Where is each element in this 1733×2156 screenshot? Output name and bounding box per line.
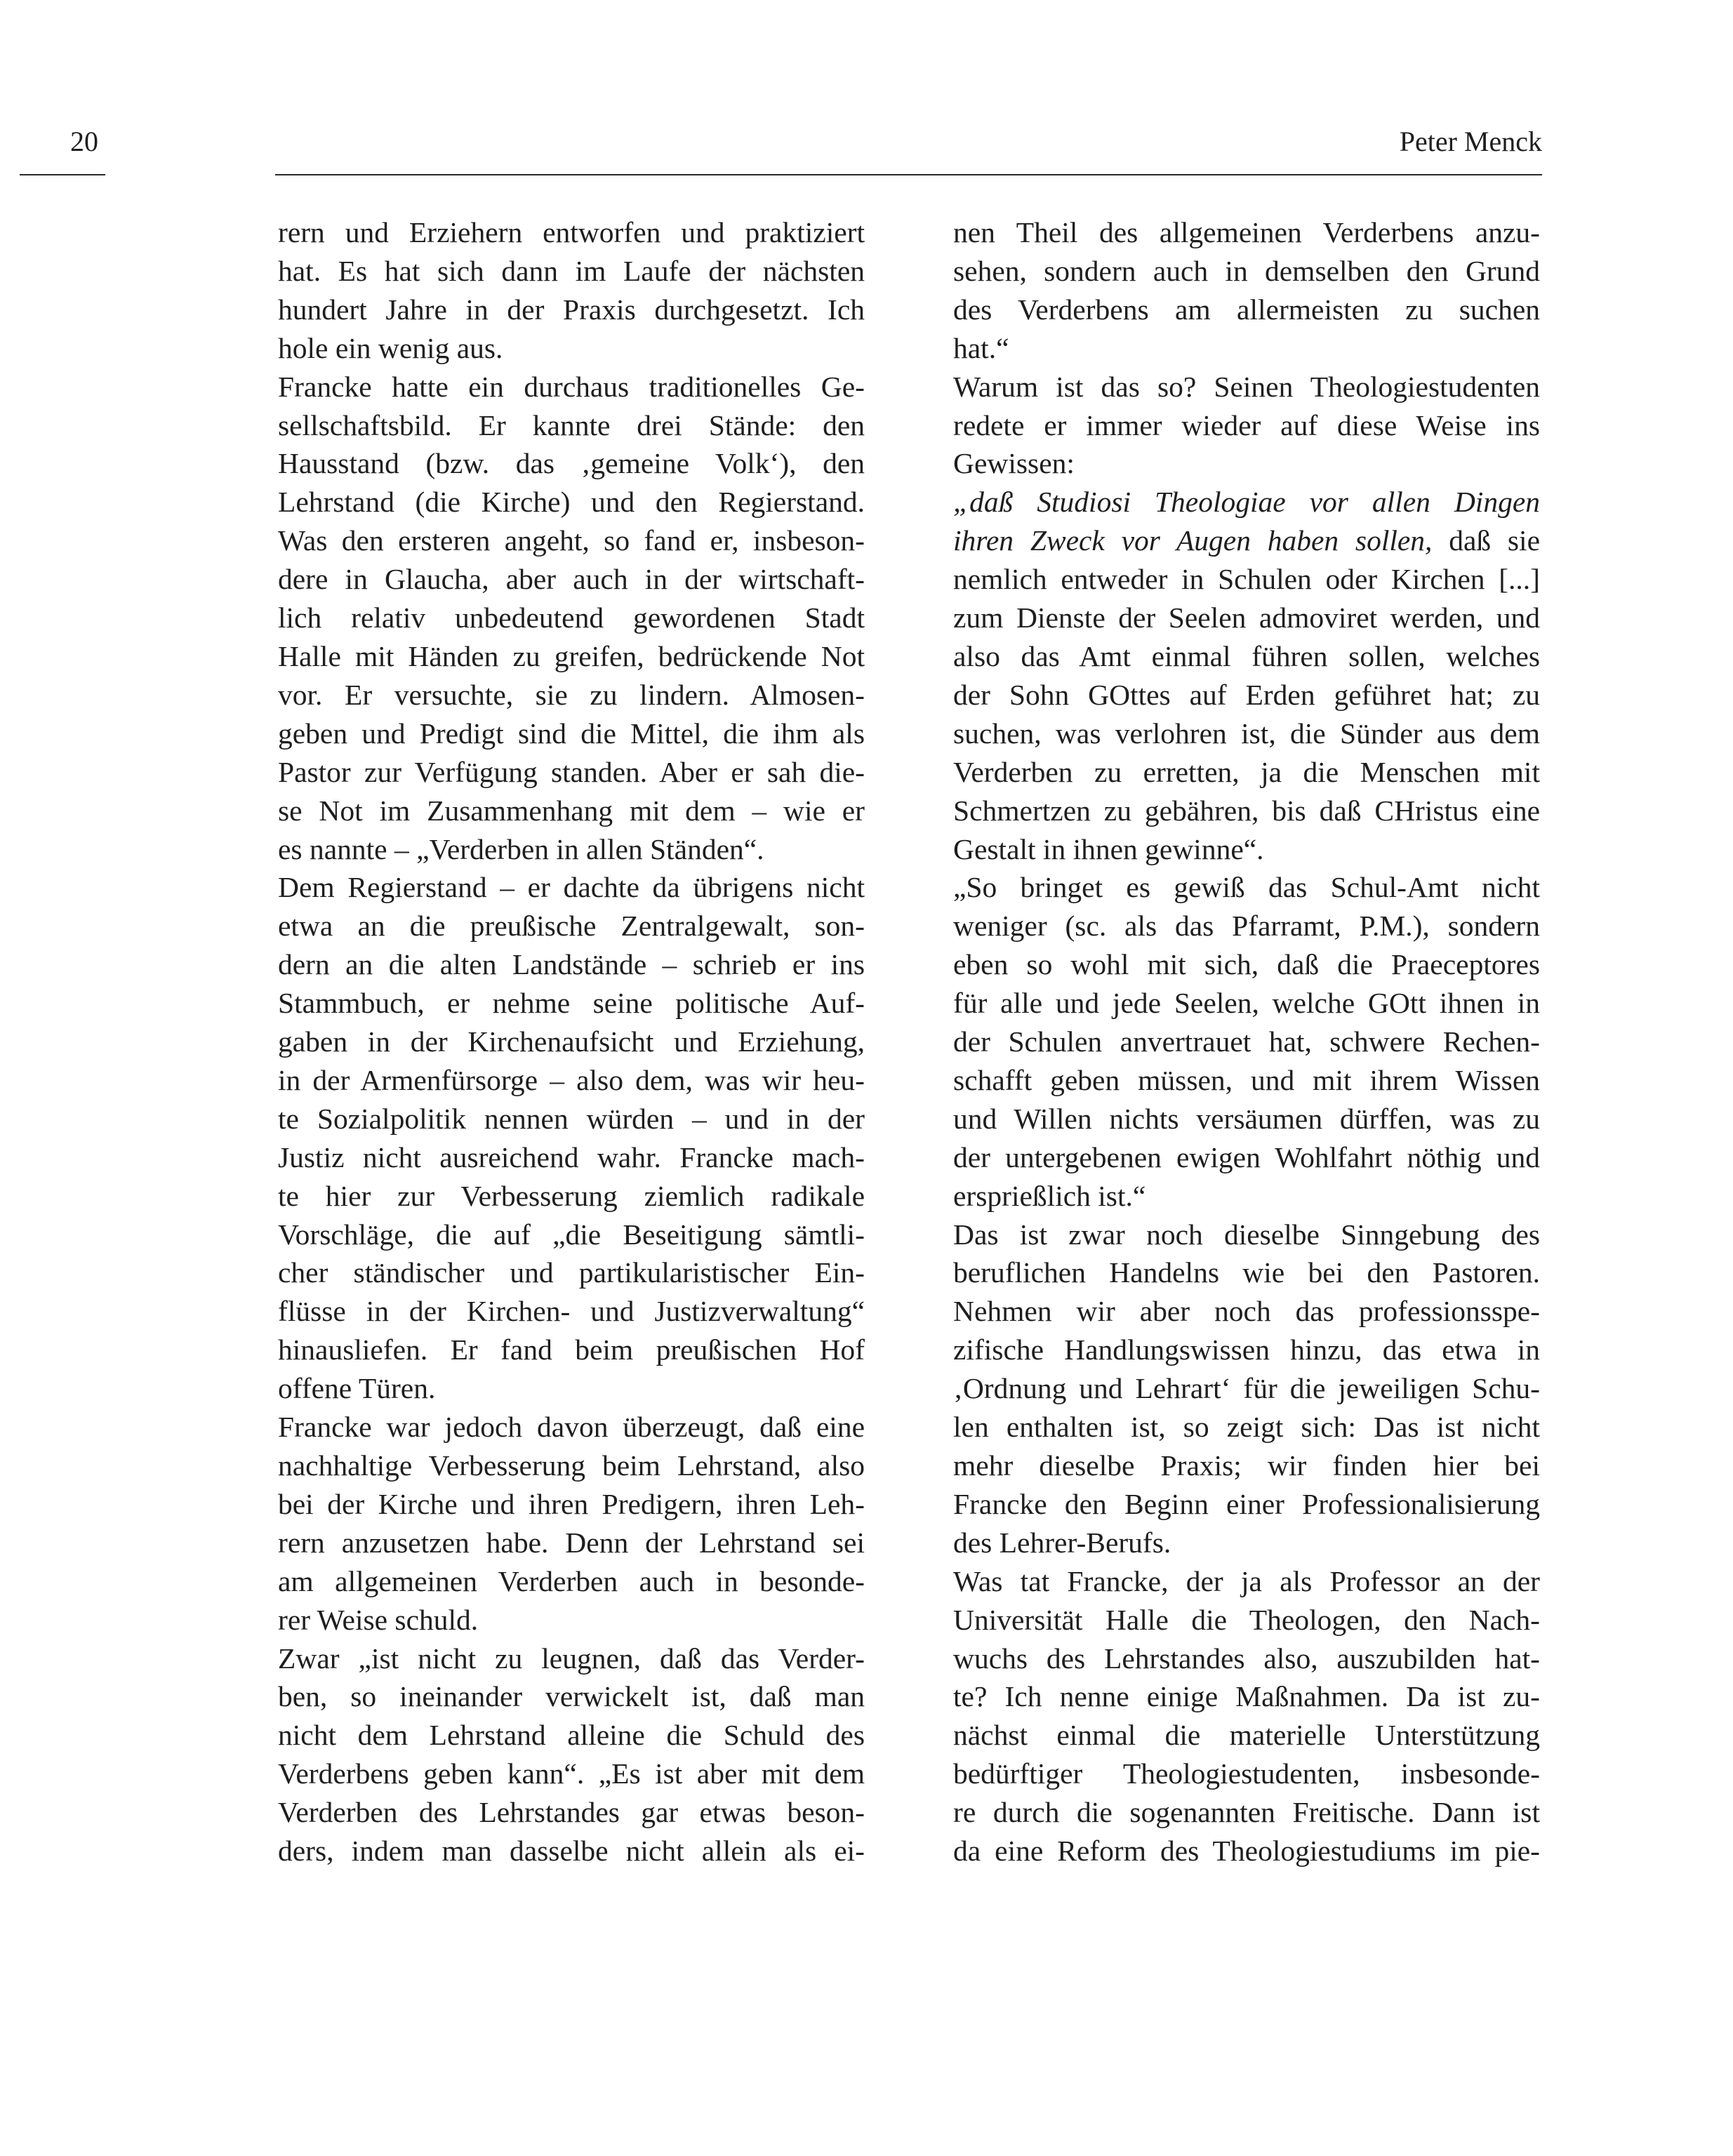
text-line: se Not im Zusammenhang mit dem – wie er	[278, 794, 865, 827]
text-line: Justiz nicht ausreichend wahr. Francke mach-	[278, 1140, 865, 1173]
text-line: Pastor zur Verfügung standen. Aber er sah die-	[278, 755, 865, 788]
text-line: also das Amt einmal führen sollen, welches	[953, 639, 1540, 672]
paragraph	[278, 213, 865, 368]
text-line: etwa an die preußische Zentralgewalt, son-	[278, 910, 865, 943]
text-line: zifische Handlungswissen hinzu, das etwa in	[953, 1333, 1540, 1366]
text-line: Warum ist das so? Seinen Theologiestudenten	[953, 370, 1540, 403]
text-line: suchen, was verlohren ist, die Sünder aus dem	[953, 717, 1540, 750]
text-line: geben und Predigt sind die Mittel, die ihm als	[278, 717, 865, 750]
paragraph	[953, 483, 1540, 868]
text-run: daß sie	[1432, 524, 1540, 557]
text-line: nen Theil des allgemeinen Verderbens anzu-	[953, 216, 1540, 248]
text-line: ‚Ordnung und Lehrart‘ für die jeweiligen Schu-	[953, 1372, 1540, 1405]
paragraph	[953, 1216, 1540, 1562]
text-line: in der Armenfürsorge – also dem, was wir heu-	[278, 1063, 865, 1096]
text-line: Zwar „ist nicht zu leugnen, daß das Verder-	[278, 1642, 865, 1675]
text-line: Vorschläge, die auf „die Beseitigung sämtli-	[278, 1218, 865, 1251]
text-line: Francke hatte ein durchaus traditionelles Ge-	[278, 370, 865, 403]
text-line: te Sozialpolitik nennen würden – und in der	[278, 1102, 865, 1135]
header-rule-left	[20, 174, 105, 175]
text-line: Francke war jedoch davon überzeugt, daß eine	[278, 1411, 865, 1444]
text-line: te hier zur Verbesserung ziemlich radikale	[278, 1179, 865, 1212]
text-line: len enthalten ist, so zeigt sich: Das ist nicht	[953, 1411, 1540, 1444]
text-line: re durch die sogenannten Freitische. Dann ist	[953, 1796, 1540, 1829]
text-line: Dem Regierstand – er dachte da übrigens nicht	[278, 871, 865, 904]
text-line: Das ist zwar noch dieselbe Sinngebung des	[953, 1218, 1540, 1251]
left-column	[278, 213, 865, 1870]
text-line: ders, indem man dasselbe nicht allein als ei-	[278, 1835, 865, 1868]
text-line: dere in Glaucha, aber auch in der wirtschaft-	[278, 563, 865, 596]
paragraph	[953, 868, 1540, 1215]
text-line: mehr dieselbe Praxis; wir finden hier bei	[953, 1449, 1540, 1482]
text-line: des Verderbens am allermeisten zu suchen	[953, 293, 1540, 326]
text-line: ben, so ineinander verwickelt ist, daß man	[278, 1680, 865, 1713]
text-line: da eine Reform des Theologiestudiums im pie-	[953, 1835, 1540, 1868]
text-line: wuchs des Lehrstandes also, auszubilden hat-	[953, 1642, 1540, 1675]
text-line: schafft geben müssen, und mit ihrem Wissen	[953, 1063, 1540, 1096]
text-line: und Willen nichts versäumen dürffen, was zu	[953, 1102, 1540, 1135]
text-line: lich relativ unbedeutend gewordenen Stadt	[278, 601, 865, 634]
text-line: für alle und jede Seelen, welche GOtt ihnen in	[953, 987, 1540, 1020]
text-line: Was tat Francke, der ja als Professor an der	[953, 1564, 1540, 1597]
text-line: Universität Halle die Theologen, den Nach-	[953, 1603, 1540, 1636]
running-head-author: Peter Menck	[1399, 126, 1542, 157]
text-line: hat. Es hat sich dann im Laufe der nächsten	[278, 254, 865, 287]
header-rule	[275, 174, 1542, 175]
text-line: beruflichen Handelns wie bei den Pastoren.	[953, 1256, 1540, 1289]
text-line: Verderbens geben kann“. „Es ist aber mit dem	[278, 1757, 865, 1790]
italic-text: ihren Zweck vor Augen haben sollen,	[953, 524, 1433, 557]
text-line: weniger (sc. als das Pfarramt, P.M.), sondern	[953, 910, 1540, 943]
text-line: zum Dienste der Seelen admoviret werden, und	[953, 601, 1540, 634]
paragraph	[278, 868, 865, 1408]
text-line: eben so wohl mit sich, daß die Praeceptores	[953, 948, 1540, 981]
text-line: des Lehrer-Berufs.	[953, 1526, 1171, 1559]
text-line: „So bringet es gewiß das Schul-Amt nicht	[953, 871, 1540, 904]
text-line: sehen, sondern auch in demselben den Grund	[953, 254, 1540, 287]
text-line: Verderben zu erretten, ja die Menschen mit	[953, 755, 1540, 788]
paragraph	[278, 368, 865, 869]
text-line: Francke den Beginn einer Professionalisierung	[953, 1487, 1540, 1520]
text-line: redete er immer wieder auf diese Weise ins	[953, 408, 1540, 441]
text-line: te? Ich nenne einige Maßnahmen. Da ist zu-	[953, 1680, 1540, 1713]
text-line: rern anzusetzen habe. Denn der Lehrstand sei	[278, 1526, 865, 1559]
text-line: es nannte – „Verderben in allen Ständen“.	[278, 832, 764, 865]
text-line: cher ständischer und partikularistischer Ein-	[278, 1256, 865, 1289]
paragraph	[278, 1408, 865, 1639]
text-line: hundert Jahre in der Praxis durchgesetzt. Ich	[278, 293, 865, 326]
text-line: am allgemeinen Verderben auch in besonde-	[278, 1564, 865, 1597]
paragraph	[278, 1639, 865, 1870]
text-line	[953, 483, 1540, 521]
text-line: hole ein wenig aus.	[278, 331, 503, 364]
text-line: hinausliefen. Er fand beim preußischen Hof	[278, 1333, 865, 1366]
text-line: dern an die alten Landstände – schrieb er ins	[278, 948, 865, 981]
text-line: Lehrstand (die Kirche) und den Regierstand.	[278, 486, 865, 519]
text-line: offene Türen.	[278, 1372, 436, 1405]
text-line: Schmertzen zu gebähren, bis daß CHristus eine	[953, 794, 1540, 827]
text-line: Verderben des Lehrstandes gar etwas beson-	[278, 1796, 865, 1829]
text-line: der Schulen anvertrauet hat, schwere Rechen-	[953, 1025, 1540, 1058]
italic-text: „daß Studiosi Theologiae vor allen Dingen	[953, 486, 1540, 519]
text-line: Gestalt in ihnen gewinne“.	[953, 832, 1264, 865]
text-line: Gewissen:	[953, 447, 1075, 480]
paragraph	[953, 1562, 1540, 1870]
text-line: nemlich entweder in Schulen oder Kirchen [...]	[953, 563, 1540, 596]
text-line: bei der Kirche und ihren Predigern, ihren Leh-	[278, 1487, 865, 1520]
text-line: gaben in der Kirchenaufsicht und Erziehung,	[278, 1025, 865, 1058]
text-line: vor. Er versuchte, sie zu lindern. Almosen-	[278, 678, 865, 711]
text-line: der untergebenen ewigen Wohlfahrt nöthig und	[953, 1140, 1540, 1173]
page-number: 20	[70, 126, 98, 157]
text-line: nächst einmal die materielle Unterstützung	[953, 1719, 1540, 1752]
text-line: sellschaftsbild. Er kannte drei Stände: den	[278, 408, 865, 441]
text-line: rer Weise schuld.	[278, 1603, 479, 1636]
paragraph	[953, 368, 1540, 484]
text-line: Stammbuch, er nehme seine politische Auf-	[278, 987, 865, 1020]
text-line: nicht dem Lehrstand alleine die Schuld des	[278, 1719, 865, 1752]
text-line: Nehmen wir aber noch das professionsspe-	[953, 1295, 1540, 1328]
text-line: hat.“	[953, 331, 1009, 364]
text-line: rern und Erziehern entworfen und praktiziert	[278, 216, 865, 248]
text-line: bedürftiger Theologiestudenten, insbesonde-	[953, 1757, 1540, 1790]
right-column	[953, 213, 1540, 1870]
text-line	[953, 521, 1540, 560]
text-line: flüsse in der Kirchen- und Justizverwaltung“	[278, 1295, 865, 1328]
text-line: der Sohn GOttes auf Erden geführet hat; zu	[953, 678, 1540, 711]
text-line: Was den ersteren angeht, so fand er, insbeson-	[278, 524, 865, 557]
text-line: Halle mit Händen zu greifen, bedrückende Not	[278, 639, 865, 672]
text-line: Hausstand (bzw. das ‚gemeine Volk‘), den	[278, 447, 865, 480]
paragraph	[953, 213, 1540, 368]
text-line: nachhaltige Verbesserung beim Lehrstand, also	[278, 1449, 865, 1482]
text-line: ersprießlich ist.“	[953, 1179, 1146, 1212]
